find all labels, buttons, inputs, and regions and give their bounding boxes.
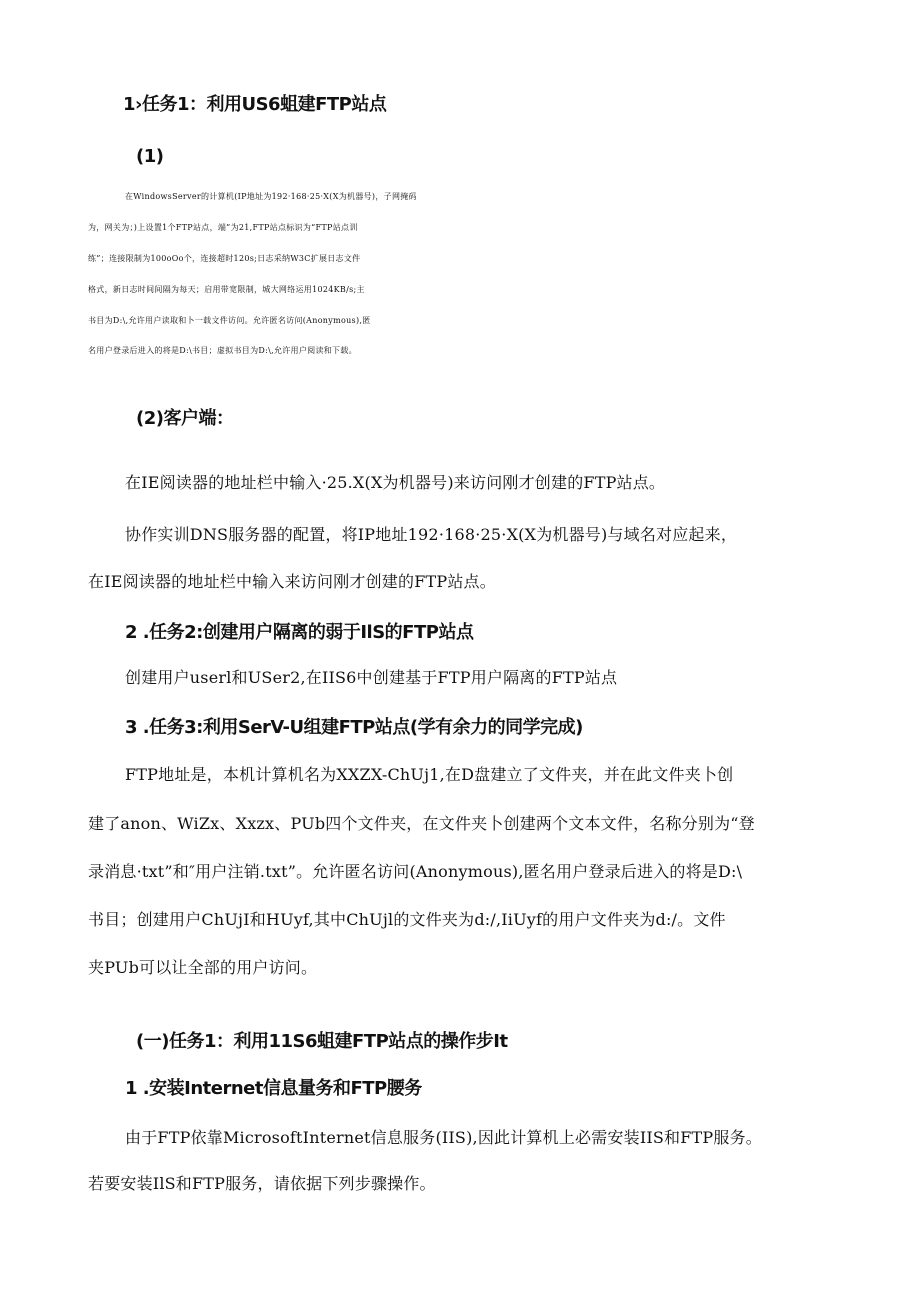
subheading-client: (2)客户端： [136,408,234,429]
paragraph-line: 格式，新日志时间间隔为每天；启用带宽限制，城大网络运用1024KB/s;主 [88,285,365,294]
client-line-1: 在IE阅读器的地址栏中输入·25.X(X为机器号)来访问刚才创建的FTP站点。 [125,473,666,492]
heading-section-operation-steps: (一)任务1：利用11S6蛆建FTP站点的操作步It [136,1031,508,1052]
client-line-2: 协作实训DNS服务器的配置，将IP地址192·168·25·X(X为机器号)与域名对应起来， [125,525,738,544]
heading-task-1: 1›任务1：利用US6蛆建FTP站点 [123,94,387,115]
paragraph-line: 若要安装IlS和FTP服务，请依据下列步骤操作。 [88,1174,436,1193]
paragraph-line: 夹PUb可以让全部的用户访问。 [88,958,318,977]
client-line-3: 在IE阅读器的地址栏中输入来访问刚才创建的FTP站点。 [88,572,496,591]
heading-task-3: 3 .任务3:利用SerV-U组建FTP站点(学有余力的同学完成) [125,717,583,738]
task-2-text: 创建用户userl和USer2,在IIS6中创建基于FTP用户隔离的FTP站点 [125,668,618,687]
paragraph-line: 在WindowsServer的计算机(IP地址为192·168·25·X(X为机器号)，子网掩码 [125,192,417,201]
paragraph-line: 建了anon、WiZx、Xxzx、PUb四个文件夹，在文件夹卜创建两个文本文件，名称分别为“登 [88,814,755,833]
paragraph-line: 练”；连接限制为100oOo个，连接超时120s;日志采纳W3C扩展日志文件 [88,254,361,263]
paragraph-line: FTP地址是，本机计算机名为XXZX-ChUj1,在D盘建立了文件夹，并在此文件夹卜创 [125,765,734,784]
paragraph-line: 录消息·txt”和″用户注销.txt”。允许匿名访问(Anonymous),匿名用户登录后进入的将是D:\ [88,862,743,881]
paragraph-line: 书目；创建用户ChUjI和HUyf,其中ChUjl的文件夹为d:/,IiUyf的用户文件夹为d:/。文件 [88,910,726,929]
paragraph-line: 为，网关为；)上设置1个FTP站点，端”为21,FTP站点标识为“FTP站点训 [88,223,358,232]
heading-task-2: 2 .任务2:创建用户隔离的弱于IlS的FTP站点 [125,622,474,643]
paragraph-line: 名用户登录后进入的将是D:\书目；虚拟书目为D:\,允许用户阅读和下载。 [88,346,357,355]
paragraph-line: 由于FTP依靠MicrosoftInternet信息服务(IIS),因此计算机上必需安装IIS和FTP服务。 [125,1128,762,1147]
subheading-1: (1) [136,146,164,167]
heading-install-iis: 1 .安装Internet信息量务和FTP腰务 [125,1078,422,1099]
paragraph-line: 书目为D:\,允许用户读取和卜一载文件访问。允许匿名访问(Anonymous),匿 [88,316,371,325]
